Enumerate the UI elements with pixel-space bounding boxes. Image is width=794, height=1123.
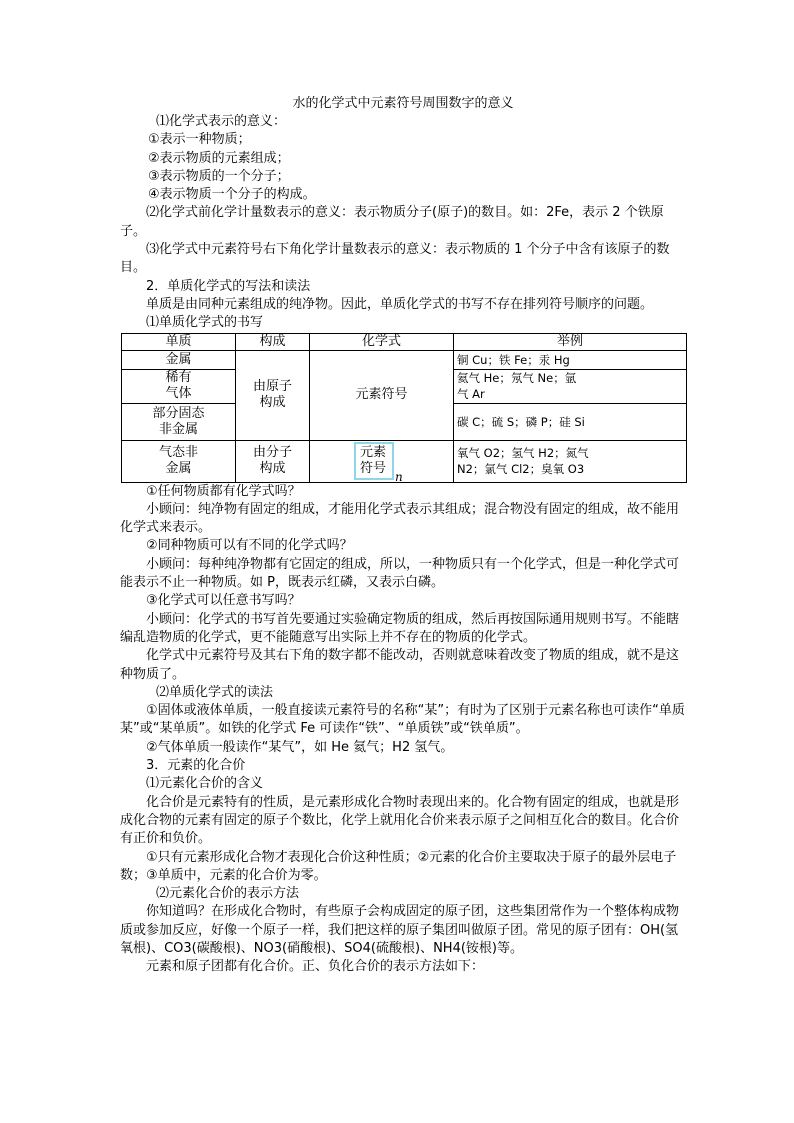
paragraph: ②气体单质一般读作“某气”，如 He 氦气；H2 氢气。 xyxy=(146,739,454,755)
section-heading: 3．元素的化合价 xyxy=(146,758,246,774)
table-cell xyxy=(310,440,454,485)
subsection-heading: ⑵元素化合价的表示方法 xyxy=(156,886,300,902)
page-title: 水的化学式中元素符号周围数字的意义 xyxy=(292,96,514,111)
table-cell: 氦气 He；氖气 Ne；氩气 Ar xyxy=(454,369,687,403)
table-header: 单质 xyxy=(122,333,236,350)
table-cell: 稀有气体 xyxy=(122,369,236,403)
question: ②同种物质可以有不同的化学式吗？ xyxy=(146,538,353,554)
paragraph: ⑶化学式中元素符号右下角化学计量数表示的意义：表示物质的 1 个分子中含有该原子的数目。 xyxy=(120,242,670,276)
answer: 小顾问：纯净物有固定的组成，才能用化学式表示其组成；混合物没有固定的组成，故不能用化学式来表示。 xyxy=(120,501,680,536)
document-page xyxy=(120,94,686,977)
table-header: 化学式 xyxy=(310,333,454,350)
element-table xyxy=(121,333,687,483)
table-cell: 铜 Cu；铁 Fe；汞 Hg xyxy=(454,350,687,369)
subsection-heading: ⑴单质化学式的书写 xyxy=(146,315,264,331)
paragraph: 你知道吗？在形成化合物时，有些原子会构成固定的原子团，这些集团常作为一个整体构成物质或参加反应，好像一个原子一样，我们把这样的原子集团叫做原子团。常见的原子团有：OH(氢氧根)、CO3(碳酸根)、NO3(硝酸根)、SO4(硫酸根)、NH4(铵根)等。 xyxy=(120,904,680,956)
list-item: ②表示物质的元素组成； xyxy=(148,150,290,166)
table-cell: 元素符号 xyxy=(310,350,454,440)
table-cell: 由分子构成 xyxy=(236,440,310,482)
table-cell: 由原子构成 xyxy=(236,350,310,440)
table-header: 举例 xyxy=(454,333,687,350)
table-cell: 金属 xyxy=(122,350,236,369)
paragraph: ⑵化学式前化学计量数表示的意义：表示物质分子(原子)的数目。如：2Fe，表示 2 个铁原子。 xyxy=(120,205,664,239)
question: ③化学式可以任意书写吗？ xyxy=(146,593,301,609)
list-item: ④表示物质一个分子的构成。 xyxy=(148,187,316,203)
list-item: ③表示物质的一个分子； xyxy=(148,168,290,184)
table-cell: 部分固态非金属 xyxy=(122,403,236,440)
section-heading: 2．单质化学式的写法和读法 xyxy=(146,278,311,294)
section-heading: ⑴化学式表示的意义： xyxy=(156,114,287,129)
table-cell: 氧气 O2；氢气 H2；氮气 N2；氯气 Cl2；臭氧 O3 xyxy=(454,440,687,482)
paragraph: 化学式中元素符号及其右下角的数字都不能改动，否则就意味着改变了物质的组成，就不是这种物质了。 xyxy=(120,648,680,682)
answer: 小顾问：化学式的书写首先要通过实验确定物质的组成，然后再按国际通用规则书写。不能瞎编乱造物质的化学式，更不能随意写出实际上并不存在的物质的化学式。 xyxy=(120,611,680,645)
table-header: 构成 xyxy=(236,333,310,350)
answer: 小顾问：每种纯净物都有它固定的组成，所以，一种物质只有一个化学式，但是一种化学式可能表示不止一种物质。如 P，既表示红磷，又表示白磷。 xyxy=(120,556,680,591)
subscript-n: n xyxy=(395,470,403,485)
subsection-heading: ⑴元素化合价的含义 xyxy=(146,776,264,792)
table-cell: 碳 C；硫 S；磷 P；硅 Si xyxy=(454,403,687,440)
paragraph: ①固体或液体单质，一般直接读元素符号的名称“某”；有时为了区别于元素名称也可读作“单质某”或“某单质”。如铁的化学式 Fe 可读作“铁”、“单质铁”或“铁单质”。 xyxy=(120,703,685,737)
subsection-heading: ⑵单质化学式的读法 xyxy=(156,684,274,700)
paragraph: 化合价是元素特有的性质，是元素形成化合物时表现出来的。化合物有固定的组成，也就是形成化合物的元素有固定的原子个数比，化学上就用化合价来表示原子之间相互化合的数目。化合价有正价和负价。 xyxy=(120,794,680,847)
paragraph: 元素和原子团都有化合价。正、负化合价的表示方法如下： xyxy=(146,959,485,975)
paragraph: 单质是由同种元素组成的纯净物。因此，单质化学式的书写不存在排列符号顺序的问题。 xyxy=(146,296,654,312)
formula-box: 元素符号 xyxy=(354,442,394,480)
question: ①任何物质都有化学式吗？ xyxy=(146,483,301,499)
list-item: ①表示一种物质； xyxy=(148,132,251,148)
paragraph: ①只有元素形成化合物才表现化合价这种性质；②元素的化合价主要取决于原子的最外层电子数；③单质中，元素的化合价为零。 xyxy=(120,849,677,883)
table-cell: 气态非金属 xyxy=(122,440,236,482)
